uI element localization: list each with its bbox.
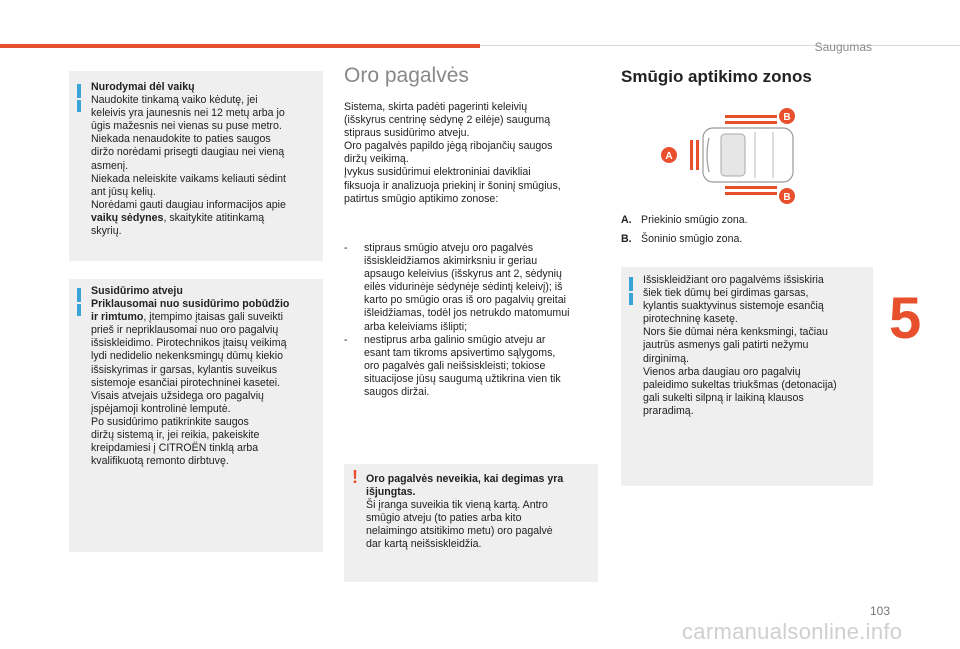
zone-b-bottom-bar: [725, 186, 777, 189]
zone-a-bar: [696, 140, 699, 170]
warning-title: Oro pagalvės neveikia, kai degimas yra: [366, 473, 564, 485]
airbags-heading: Oro pagalvės: [344, 64, 469, 87]
text-line: Ši įranga suveikia tik vieną kartą. Antro: [366, 499, 548, 512]
text-line: dirginimą.: [643, 352, 689, 365]
info-mark-icon: [629, 277, 633, 291]
text-line: ant jūsų kelių.: [91, 185, 156, 198]
chapter-number: 5: [889, 286, 922, 351]
text-line: diržo norėdami prisegti daugiau nei vieną: [91, 146, 285, 159]
text-line: Niekada neleiskite vaikams keliauti sėdint: [91, 172, 286, 185]
list-item: [344, 242, 599, 334]
text-line: stipraus smūgio atveju oro pagalvės: [364, 242, 534, 254]
text-line: Naudokite tinkamą vaiko kėdutę, jei: [91, 94, 258, 107]
text-line: situacijose jūsų saugumą užtikrina vien tik: [364, 372, 561, 385]
text-line: gali sukelti silpną ir laikiną klausos: [643, 391, 804, 404]
dash-bullet: -: [344, 242, 348, 254]
info-box-children: [69, 71, 323, 261]
text-line: skyrių.: [91, 225, 122, 238]
text-line: kvalifikuotą remonto dirbtuvę.: [91, 455, 229, 468]
text-line: praradimą.: [643, 404, 694, 417]
text-line: dar kartą neišsiskleidžia.: [366, 538, 482, 551]
text-line: Norėdami gauti daugiau informacijos apie: [91, 198, 286, 211]
legend-text: Šoninio smūgio zona.: [641, 233, 743, 245]
header-accent-bar: [0, 44, 480, 48]
warning-box-text: [366, 473, 592, 552]
child-seats-link[interactable]: vaikų sėdynes: [91, 211, 164, 224]
text-line: [91, 212, 317, 225]
text-line: karto po smūgio oras iš oro pagalvių greitai: [364, 294, 566, 307]
text-line: stipraus susidūrimo atveju.: [344, 127, 470, 140]
text-line: Visais atvejais užsidega oro pagalvių: [91, 389, 264, 402]
info-box-collision-text: [91, 285, 317, 468]
text-line: diržų veikimą.: [344, 153, 409, 166]
text-line: Nors šie dūmai nėra kenksmingi, tačiau: [643, 326, 828, 339]
text-line: išsiskleidimo. Pirotechnikos įtaisų veikimą: [91, 337, 287, 350]
dash-bullet: -: [344, 333, 348, 346]
airbags-dash-list: [344, 242, 599, 399]
text-line: prieš ir nepriklausomai nuo oro pagalvių: [91, 324, 279, 337]
text-line: arba keleiviams išlipti;: [364, 320, 468, 333]
text-line: apsaugo keleivius (išskyrus ant 2, sėdynių: [364, 268, 562, 281]
text-line: oro pagalvės gali neišsiskleisti; tokiose: [364, 359, 546, 372]
zones-heading: Smūgio aptikimo zonos: [621, 67, 812, 86]
text-line: įspėjamoji kontrolinė lemputė.: [91, 402, 231, 415]
label-a: A: [665, 151, 673, 162]
info-mark-icon: [77, 304, 81, 316]
text-line: išleidžiamas, todėl jos netrukdo matomumui: [364, 307, 570, 320]
info-box-smoke-text: [643, 274, 867, 418]
info-box-collision: [69, 279, 323, 552]
label-b-top: B: [783, 112, 791, 123]
text-line: Niekada nenaudokite to paties saugos: [91, 133, 271, 146]
text-line: [91, 311, 317, 324]
text-fragment: , skaitykite atitinkamą: [163, 211, 265, 224]
info-mark-icon: [77, 100, 81, 112]
text-line: (išskyrus centrinę sėdynę 2 eilėje) saugumą: [344, 114, 551, 127]
vehicle-diagram: [655, 100, 795, 210]
text-line: Po susidūrimo patikrinkite saugos: [91, 415, 249, 428]
text-line: keleivis yra jaunesnis nei 12 metų arba jo: [91, 107, 285, 120]
text-line: Priklausomai nuo susidūrimo pobūdžio: [91, 298, 290, 311]
text-line: saugos diržai.: [364, 386, 430, 399]
legend-item-b: [621, 233, 742, 245]
text-line: lydi nedidelio nekenksmingų dūmų kiekio: [91, 350, 283, 363]
text-line: Oro pagalvės papildo jėgą ribojančių saugos: [344, 140, 553, 153]
info-box-title: Susidūrimo atveju: [91, 285, 183, 297]
text-line: asmenį.: [91, 159, 129, 172]
legend-key: A.: [621, 214, 632, 226]
info-box-children-text: [91, 81, 317, 238]
vehicle-cabin: [721, 134, 745, 176]
vehicle-outline: [703, 128, 793, 182]
text-fragment: ir rimtumo: [91, 311, 144, 324]
text-fragment: , įtempimo įtaisas gali suveikti: [143, 311, 283, 324]
text-line: šiek tiek dūmų bei girdimas garsas,: [643, 287, 809, 300]
text-line: kylantis suaktyvinus sistemoje esančią: [643, 300, 824, 313]
text-line: fiksuoja ir analizuoja priekinį ir šoninį smūgius,: [344, 179, 561, 192]
text-line: smūgio atveju (to paties arba kito: [366, 512, 522, 525]
header-rule: [480, 45, 960, 46]
text-line: Vienos arba daugiau oro pagalvių: [643, 365, 801, 378]
text-line: išsiskyrimas ir garsas, kylantis suveikus: [91, 363, 278, 376]
watermark: carmanualsonline.info: [682, 619, 903, 644]
text-line: diržų sistemą ir, jei reikia, pakeiskite: [91, 429, 260, 442]
page-number: 103: [870, 604, 891, 618]
info-mark-icon: [629, 293, 633, 305]
text-line: Išsiskleidžiant oro pagalvėms išsiskiria: [643, 274, 824, 286]
text-line: pirotechninę kasetę.: [643, 313, 738, 326]
text-line: patirtus smūgio aptikimo zonose:: [344, 192, 499, 205]
list-item: [344, 334, 599, 399]
info-mark-icon: [77, 84, 81, 98]
legend-text: Priekinio smūgio zona.: [641, 214, 748, 226]
info-box-title: Nurodymai dėl vaikų: [91, 81, 195, 93]
airbags-intro: [344, 101, 604, 206]
text-line: Sistema, skirta padėti pagerinti keleivių: [344, 101, 528, 113]
warning-box: [344, 464, 598, 582]
section-title: Saugumas: [814, 40, 872, 54]
zone-b-bottom-bar: [725, 192, 777, 195]
zone-a-bar: [690, 140, 693, 170]
zone-b-top-bar: [725, 121, 777, 124]
warning-title: išjungtas.: [366, 486, 416, 499]
text-line: nestiprus arba galinio smūgio atveju ar: [364, 333, 546, 346]
text-line: kreipdamiesi į CITROËN tinklą arba: [91, 442, 259, 455]
info-box-smoke: [621, 267, 873, 486]
legend-key: B.: [621, 233, 632, 245]
text-line: ūgis mažesnis nei vienas su puse metro.: [91, 120, 282, 133]
text-line: esant tam tikroms apsivertimo sąlygoms,: [364, 346, 556, 359]
info-mark-icon: [77, 288, 81, 302]
text-line: nelaimingo atsitikimo metu) oro pagalvė: [366, 525, 553, 538]
text-line: sistemoje esančiai pirotechninei kasetei.: [91, 376, 281, 389]
legend-item-a: [621, 214, 748, 226]
impact-zones-diagram: [655, 100, 795, 210]
text-line: jautrūs asmenys gali patirti nežymu: [643, 339, 809, 352]
text-line: eilės vidurinėje sėdynėje sėdintį keleivį); iš: [364, 281, 563, 294]
zone-b-top-bar: [725, 115, 777, 118]
warning-icon: !: [352, 467, 358, 487]
text-line: Įvykus susidūrimui elektroniniai davikliai: [344, 166, 531, 179]
text-line: paleidimo sukeltas triukšmas (detonacija): [643, 378, 837, 391]
label-b-bottom: B: [783, 192, 791, 203]
text-line: išsiskleidžiamos akimirksniu ir geriau: [364, 255, 538, 268]
